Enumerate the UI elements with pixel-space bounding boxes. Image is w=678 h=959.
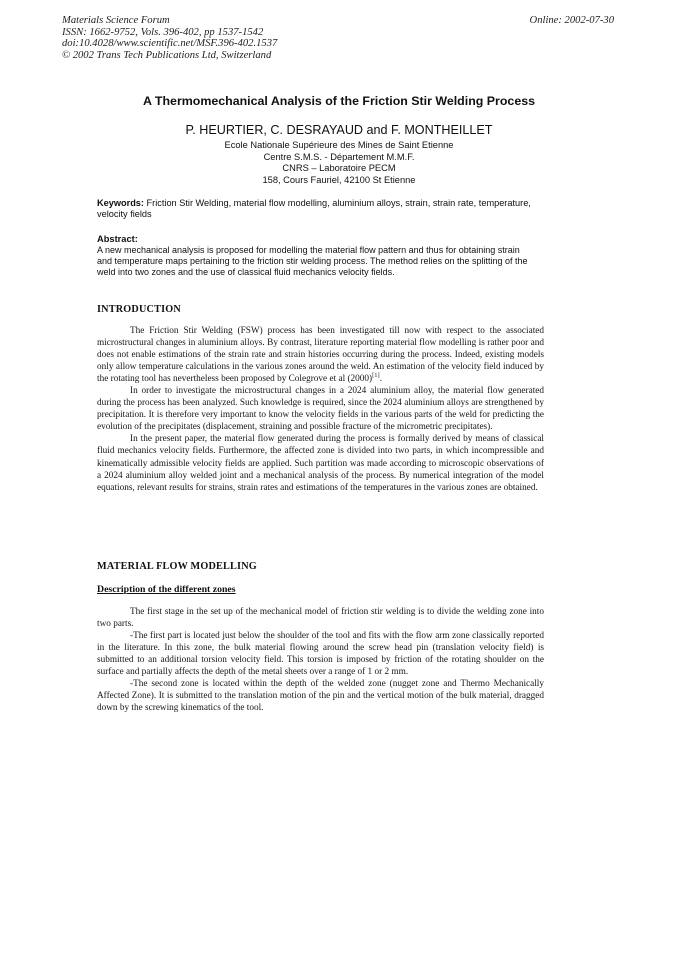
- abstract-text: A new mechanical analysis is proposed for modelling the material flow pattern and thus for obtaining strain and temperature maps pertaining to the friction stir welding process. The method relies on the splitting of the weld into two zones and the use of classical fluid mechanics velocity fields.: [97, 245, 528, 277]
- affiliation-line: Ecole Nationale Supérieure des Mines de Saint Etienne: [224, 140, 454, 150]
- keywords-text: Friction Stir Welding, material flow modelling, aluminium alloys, strain, strain rate, temperature, velocity fields: [97, 198, 531, 220]
- author-list: P. HEURTIER, C. DESRAYAUD and F. MONTHEILLET: [185, 123, 493, 137]
- issn-line: ISSN: 1662-9752, Vols. 396-402, pp 1537-1542: [62, 26, 264, 38]
- publication-header: [62, 15, 277, 61]
- paper-title: A Thermomechanical Analysis of the Friction Stir Welding Process: [142, 94, 535, 108]
- introduction-body: [97, 325, 544, 494]
- copyright-line: © 2002 Trans Tech Publications Ltd, Switzerland: [62, 49, 272, 61]
- affiliation-block: [0, 140, 678, 187]
- keywords-label: Keywords:: [97, 198, 144, 208]
- abstract-heading: Abstract:: [97, 234, 138, 244]
- zones-subheading: Description of the different zones: [97, 584, 236, 595]
- affiliation-line: CNRS – Laboratoire PECM: [282, 163, 396, 174]
- affiliation-line: 158, Cours Fauriel, 42100 St Etienne: [262, 175, 416, 186]
- paragraph: The first stage in the set up of the mechanical model of friction stir welding is to divide the welding zone into two parts.: [97, 607, 544, 630]
- material-flow-body: [97, 606, 544, 714]
- paragraph: In order to investigate the microstructural changes in a 2024 aluminium alloy, the material flow generated during the process has been analyzed. Such knowledge is required, since the 2024 aluminium alloys are strengthened by precipitation. It is therefore very important to know the velocity fields in the various parts of the weld for predicting the evolution of the precipitates (displacement, straining and possible fracture of the micrometric precipitates).: [97, 386, 544, 433]
- online-date: Online: 2002-07-30: [529, 15, 614, 26]
- citation-ref[interactable]: [1]: [372, 372, 380, 380]
- doi-line[interactable]: doi:10.4028/www.scientific.net/MSF.396-402.1537: [62, 38, 278, 50]
- paragraph: The Friction Stir Welding (FSW) process has been investigated till now with respect to the associated microstructural changes in aluminium alloys. By contrast, literature reporting material flow modelling is rather poor and does not enable estimations of the strain rate and strain histories occurring during the process. Indeed, existing models only allow temperature calculations in the various zones around the weld. An estimation of the velocity field induced by the rotating tool has nevertheless been proposed by Colegrove et al (2000)[1].: [97, 326, 544, 385]
- paragraph: -The second zone is located within the depth of the welded zone (nugget zone and Thermo Mechanically Affected Zone). It is submitted to the translation motion of the pin and the vertical motion of the bulk material, dragged down by the screwing kinematics of the tool.: [97, 679, 544, 714]
- material-flow-heading: MATERIAL FLOW MODELLING: [97, 561, 257, 572]
- journal-name: Materials Science Forum: [62, 15, 170, 26]
- affiliation-line: Centre S.M.S. - Département M.M.F.: [263, 151, 415, 162]
- introduction-heading: INTRODUCTION: [97, 304, 181, 315]
- keywords-block: [97, 198, 537, 221]
- paragraph: In the present paper, the material flow generated during the process is formally derived by means of classical fluid mechanics velocity fields. Furthermore, the affected zone is divided into two parts, in which incompressible and kinematically admissible velocity fields are applied. Such partition was made according to microscopic observations of a 2024 aluminium alloy welded joint and a mechanical analysis of the process. By numerical integration of the model equations, relevant results for strains, strain rates and estimations of the temperatures in the various zones are obtained.: [97, 434, 544, 493]
- paragraph: -The first part is located just below the shoulder of the tool and fits with the flow arm zone classically reported in the literature. In this zone, the bulk material flowing around the screw head pin (translation velocity field) is submitted to an additional torsion velocity field. This torsion is imposed by friction of the rotating shoulder on the surface and partially affects the depth of the metal sheets over a range of 1 or 2 mm.: [97, 631, 544, 678]
